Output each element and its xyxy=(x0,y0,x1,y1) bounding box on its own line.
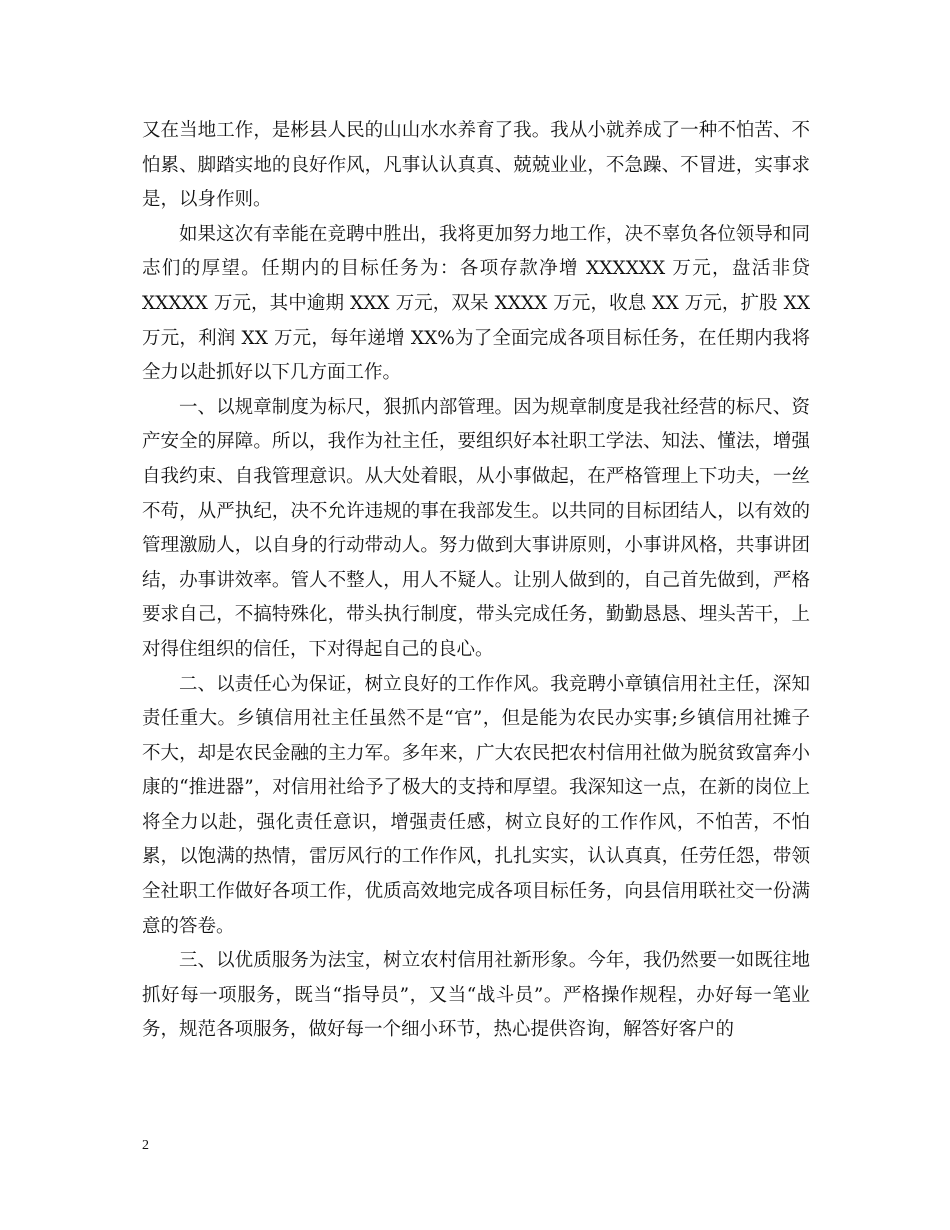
page-number: 2 xyxy=(142,1138,149,1153)
document-body xyxy=(142,114,810,1048)
paragraph-section-three: 三、以优质服务为法宝，树立农村信用社新形象。今年，我仍然要一如既往地抓好每一项服务，既当“指导员”，又当“战斗员”。严格操作规程，办好每一笔业务，规范各项服务，做好每一个细小环节，热心提供咨询，解答好客户的 xyxy=(142,950,810,1041)
paragraph-section-two: 二、以责任心为保证，树立良好的工作作风。我竞聘小章镇信用社主任，深知责任重大。乡镇信用社主任虽然不是“官”，但是能为农民办实事;乡镇信用社摊子不大，却是农民金融的主力军。多年来，广大农民把农村信用社做为脱贫致富奔小康的“推进器”，对信用社给予了极大的支持和厚望。我深知这一点，在新的岗位上将全力以赴，强化责任意识，增强责任感，树立良好的工作作风，不怕苦，不怕累，以饱满的热情，雷厉风行的工作作风，扎扎实实，认认真真，任劳任怨，带领全社职工作做好各项工作，优质高效地完成各项目标任务，向县信用联社交一份满意的答卷。 xyxy=(142,673,810,937)
paragraph-continuation: 又在当地工作，是彬县人民的山山水水养育了我。我从小就养成了一种不怕苦、不怕累、脚踏实地的良好作风，凡事认认真真、兢兢业业，不急躁、不冒进，实事求是，以身作则。 xyxy=(142,120,810,211)
paragraph-goals: 如果这次有幸能在竞聘中胜出，我将更加努力地工作，决不辜负各位领导和同志们的厚望。任期内的目标任务为：各项存款净增 XXXXXX 万元，盘活非贷 XXXXX 万元，其中逾期 XXX 万元，双呆 XXXX 万元，收息 XX 万元，扩股 XX 万元，利润 XX 万元，每年递增 XX%为了全面完成各项目标任务，在任期内我将全力以赴抓好以下几方面工作。 xyxy=(142,223,810,384)
paragraph-section-one: 一、以规章制度为标尺，狠抓内部管理。因为规章制度是我社经营的标尺、资产安全的屏障。所以，我作为社主任，要组织好本社职工学法、知法、懂法，增强自我约束、自我管理意识。从大处着眼，从小事做起，在严格管理上下功夫，一丝不苟，从严执纪，决不允许违规的事在我部发生。以共同的目标团结人，以有效的管理激励人，以自身的行动带动人。努力做到大事讲原则，小事讲风格，共事讲团结，办事讲效率。管人不整人，用人不疑人。让别人做到的，自己首先做到，严格要求自己，不搞特殊化，带头执行制度，带头完成任务，勤勤恳恳、埋头苦干，上对得住组织的信任，下对得起自己的良心。 xyxy=(142,396,810,660)
